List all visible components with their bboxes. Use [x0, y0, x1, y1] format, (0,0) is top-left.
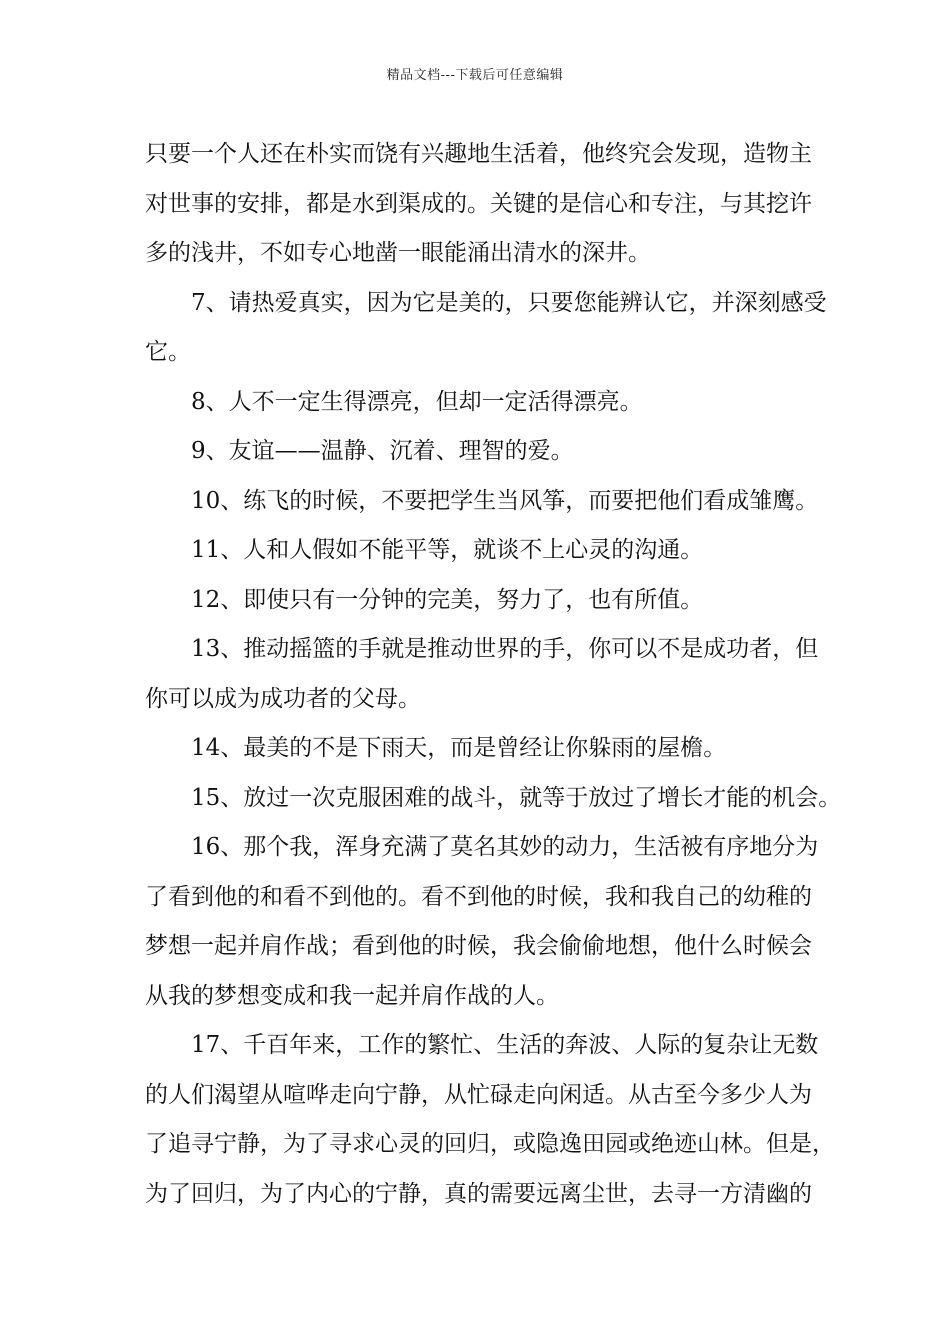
text-line-1: 只要一个人还在朴实而饶有兴趣地生活着，他终究会发现，造物主 [145, 141, 812, 167]
text-line-20: 的人们渴望从喧哗走向宁静，从忙碌走向闲适。从古至今多少人为 [145, 1081, 812, 1108]
page-header: 精品文档---下载后可任意编辑 [386, 68, 564, 83]
text-line-2: 对世事的安排，都是水到渠成的。关键的是信心和专注，与其挖许 [145, 190, 812, 217]
text-line-12: 你可以成为成功者的父母。 [145, 685, 421, 712]
text-line-5: 它。 [145, 339, 191, 365]
text-line-18: 从我的梦想变成和我一起并肩作战的人。 [145, 982, 559, 1009]
text-line-14: 15、放过一次克服困难的战斗，就等于放过了增长才能的机会。 [191, 784, 842, 811]
text-line-8: 10、练飞的时候，不要把学生当风筝，而要把他们看成雏鹰。 [191, 487, 819, 514]
text-line-17: 梦想一起并肩作战；看到他的时候，我会偷偷地想，他什么时候会 [145, 933, 812, 959]
text-line-3: 多的浅井，不如专心地凿一眼能涌出清水的深井。 [145, 240, 651, 266]
text-line-19: 17、千百年来，工作的繁忙、生活的奔波、人际的复杂让无数 [191, 1032, 819, 1058]
text-line-15: 16、那个我，浑身充满了莫名其妙的动力，生活被有序地分为 [191, 834, 819, 860]
text-line-13: 14、最美的不是下雨天，而是曾经让你躲雨的屋檐。 [191, 735, 727, 761]
text-line-7: 9、友谊——温静、沉着、理智的爱。 [191, 438, 574, 464]
text-line-10: 12、即使只有一分钟的完美，努力了，也有所值。 [191, 586, 704, 613]
text-line-16: 了看到他的和看不到他的。看不到他的时候，我和我自己的幼稚的 [145, 883, 812, 910]
text-line-11: 13、推动摇篮的手就是推动世界的手，你可以不是成功者，但 [191, 636, 819, 662]
document-body [145, 130, 842, 1219]
text-line-21: 了追寻宁静，为了寻求心灵的回归，或隐逸田园或绝迹山林。但是， [145, 1131, 835, 1157]
text-line-4: 7、请热爱真实，因为它是美的，只要您能辨认它，并深刻感受 [191, 289, 827, 316]
text-line-9: 11、人和人假如不能平等，就谈不上心灵的沟通。 [191, 537, 704, 563]
text-line-22: 为了回归，为了内心的宁静，真的需要远离尘世，去寻一方清幽的 [145, 1180, 812, 1207]
text-line-6: 8、人不一定生得漂亮，但却一定活得漂亮。 [191, 388, 643, 415]
